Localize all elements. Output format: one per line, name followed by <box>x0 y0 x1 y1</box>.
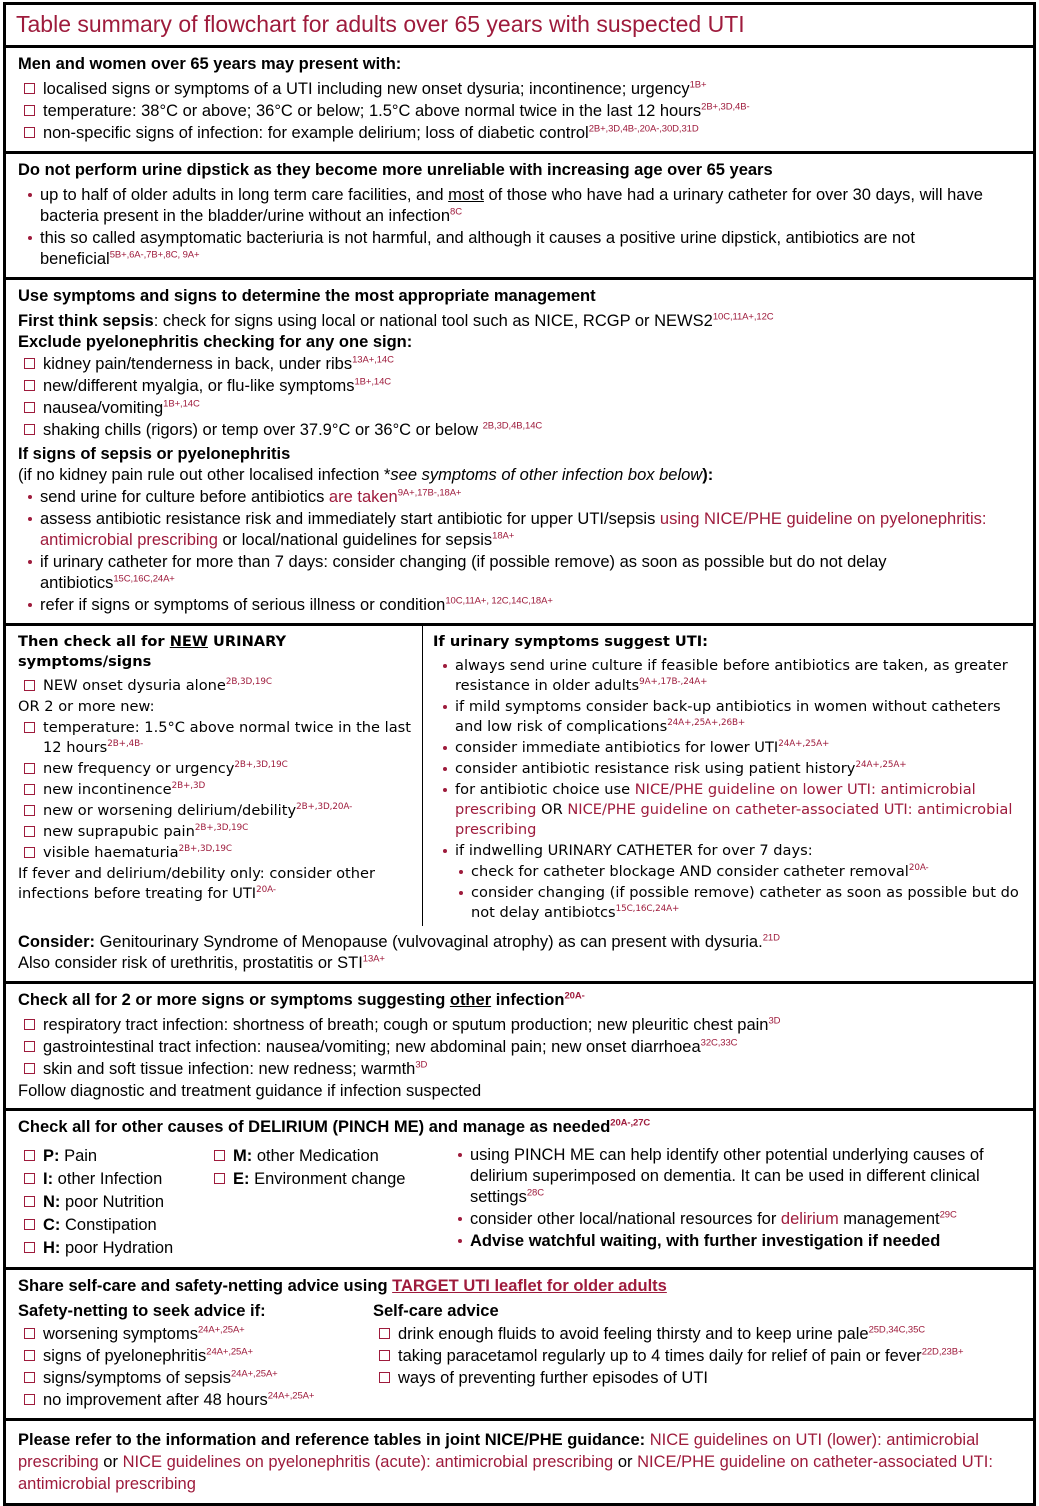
checkbox-row[interactable] <box>18 801 414 821</box>
checkbox-icon[interactable] <box>24 805 35 816</box>
italic-crossref: see symptoms of other infection box below <box>390 466 703 484</box>
reference-superscript: 2B,3D,19C <box>225 677 272 688</box>
checkbox-icon[interactable] <box>24 424 35 435</box>
bullet-icon <box>443 664 447 668</box>
checkbox-icon[interactable] <box>24 1394 35 1405</box>
bullet-icon <box>443 767 447 771</box>
checkbox-icon[interactable] <box>24 680 35 691</box>
checkbox-icon[interactable] <box>24 1328 35 1339</box>
bullet-text: send urine for culture before antibiotics are taken$^{9A+,17B-,18A+}$ <box>40 487 462 506</box>
reference-superscript: 24A+,25A+ <box>197 1324 245 1336</box>
consider-line-2: Also consider risk of urethritis, prostatitis or $STI^{13A+}$ <box>18 953 385 972</box>
checkbox-icon[interactable] <box>214 1173 225 1184</box>
reference-superscript: 8C <box>450 206 462 218</box>
checkbox-label: NEW onset dysuria alone$^{2B,3D,19C}$ <box>43 677 272 694</box>
bullet-text: always send urine culture if feasible before antibiotics are taken, as greater resistance in older adults$^{9A+,17B-,24A+}$ <box>455 657 1008 694</box>
flowchart-summary-table <box>3 2 1036 1506</box>
checkbox-label: N: poor Nutrition <box>43 1193 165 1211</box>
reference-superscript: 28C <box>526 1187 545 1199</box>
bullet-text: consider immediate antibiotics for lower $UTI^{24A+,25A+}$ <box>455 739 830 756</box>
bullet-text: if urinary catheter for more than 7 days: consider changing (if possible remove) as soon as possible but do not delay antibiotics$^{15C,16C,24A+}$ <box>40 553 887 592</box>
bullet-icon <box>28 495 32 499</box>
column-uti-management <box>423 626 1033 926</box>
checkbox-label: temperature: 1.5°C above normal twice in the last 12 hours$^{2B+,4B-}$ <box>43 719 411 756</box>
checkbox-icon[interactable] <box>24 1350 35 1361</box>
checkbox-label: ways of preventing further episodes of UTI <box>398 1369 708 1387</box>
checkbox-row[interactable] <box>208 1169 456 1190</box>
reference-superscript: 15C,16C,24A+ <box>113 573 175 585</box>
reference-superscript: 24A+,25A+ <box>778 739 830 750</box>
checkbox-label: new incontinence$^{2B+,3D}$ <box>43 781 206 798</box>
section-delirium-pinch-me <box>6 1111 1033 1270</box>
checkbox-icon[interactable] <box>24 127 35 138</box>
bullet-icon <box>459 891 463 895</box>
checkbox-label: H: poor Hydration <box>43 1239 174 1257</box>
section-self-care-advice <box>6 1270 1033 1421</box>
checkbox-row[interactable] <box>373 1368 1023 1389</box>
checkbox-row[interactable] <box>18 1238 208 1259</box>
checkbox-row[interactable] <box>18 1368 373 1389</box>
checkbox-label: temperature: 38°C or above; 36°C or below; 1.5°C above normal twice in the last 12 hours$^{2B+,3D,4B-}$ <box>43 101 750 120</box>
guideline-reference-link[interactable]: NICE guidelines on pyelonephritis (acute): antimicrobial prescribing <box>122 1453 614 1471</box>
guideline-reference-link[interactable]: NICE/PHE guideline on catheter-associated UTI: antimicrobial prescribing <box>18 1453 993 1493</box>
bullet-text: consider other local/national resources for delirium management$^{29C}$ <box>470 1209 957 1228</box>
target-uti-leaflet-link[interactable]: TARGET UTI leaflet for older adults <box>392 1277 667 1295</box>
checkbox-label: C: Constipation <box>43 1216 157 1234</box>
checkbox-icon[interactable] <box>24 358 35 369</box>
checkbox-row[interactable] <box>18 1059 1023 1080</box>
page-title: Table summary of flowchart for adults over 65 years with suspected UTI <box>16 11 745 37</box>
checkbox-icon[interactable] <box>379 1350 390 1361</box>
column-heading: Safety-netting to seek advice if: <box>18 1302 266 1320</box>
checkbox-label: taking paracetamol regularly up to 4 times daily for relief of pain or fever$^{22D,23B+}$ <box>398 1346 964 1365</box>
reference-superscript: 2B+,3D,19C <box>178 844 232 855</box>
section-heading: Do not perform urine dipstick as they become more unreliable with increasing age over 65 years <box>18 161 773 179</box>
safety-netting-column <box>18 1301 373 1412</box>
reference-superscript: 15C,16C,24A+ <box>615 904 680 915</box>
reference-superscript: 2B+,3D <box>171 781 206 792</box>
section-heading: Share self-care and safety-netting advice using TARGET UTI leaflet for older adults <box>18 1277 667 1295</box>
section-heading: Men and women over 65 years may present with: <box>18 55 402 73</box>
pinch-column-2 <box>208 1144 456 1192</box>
reference-superscript: 2B+,3D,20A- <box>296 802 353 813</box>
reference-superscript: 2B+,3D,19C <box>194 823 249 834</box>
reference-superscript: 25D,34C,35C <box>868 1324 926 1336</box>
checkbox-label: non-specific signs of infection: for example delirium; loss of diabetic control$^{2B+,3D,4B-,20A-,30D,31D}$ <box>43 123 699 142</box>
checkbox-icon[interactable] <box>24 826 35 837</box>
checkbox-icon[interactable] <box>24 105 35 116</box>
checkbox-row[interactable] <box>18 1015 1023 1036</box>
checkbox-label: signs of pyelonephritis$^{24A+,25A+}$ <box>43 1346 253 1365</box>
bullet-row <box>433 841 1025 861</box>
checkbox-icon[interactable] <box>24 83 35 94</box>
checkbox-row[interactable] <box>208 1146 456 1167</box>
section-heading: Use symptoms and signs to determine the most appropriate management <box>18 287 596 305</box>
checkbox-row[interactable] <box>18 843 414 863</box>
bullet-icon <box>458 1153 462 1157</box>
checkbox-icon[interactable] <box>24 1219 35 1230</box>
reference-superscript: 24A+,25A+ <box>206 1346 253 1358</box>
checkbox-label: shaking chills (rigors) or temp over 37.9°C or 36°C or below $^{2B,3D,4B,14C}$ <box>43 420 543 439</box>
signs-sepsis-subline: (if no kidney pain rule out other localised infection *see symptoms of other infection box below): <box>18 466 714 484</box>
sepsis-line: First think sepsis: check for signs using local or national tool such as NICE, RCGP or $NEWS2^{10C,11A+,12C}$ <box>18 311 774 330</box>
column-new-urinary-checklist <box>6 626 423 926</box>
reference-superscript: 29C <box>939 1209 957 1221</box>
bullet-row <box>433 738 1025 758</box>
bullet-icon <box>28 236 32 240</box>
checkbox-icon[interactable] <box>24 722 35 733</box>
section-management <box>6 280 1033 626</box>
reference-superscript: 2B+,3D,19C <box>234 760 288 771</box>
bullet-text: refer if signs or symptoms of serious illness or condition$^{10C,11A+, 12C,14C,18A+}$ <box>40 595 553 614</box>
section-heading: Check all for other causes of DELIRIUM (PINCH ME) and manage as needed$^{20A-,27C}$ <box>18 1117 651 1136</box>
checkbox-row[interactable] <box>18 1169 208 1190</box>
exclude-pyelonephritis-heading: Exclude pyelonephritis checking for any one sign: <box>18 333 413 351</box>
checkbox-label: drink enough fluids to avoid feeling thirsty and to keep urine pale$^{25D,34C,35C}$ <box>398 1324 926 1343</box>
checkbox-label: M: other Medication <box>233 1147 379 1165</box>
checkbox-label: P: Pain <box>43 1147 98 1165</box>
reference-superscript: 24A+,25A+ <box>230 1368 278 1380</box>
checkbox-row[interactable] <box>18 1037 1023 1058</box>
or-two-or-more-line: OR 2 or more new: <box>18 698 155 715</box>
checkbox-row[interactable] <box>18 1215 208 1236</box>
reference-superscript: 2B,3D,4B,14C <box>482 420 543 432</box>
bullet-row <box>18 228 1023 270</box>
bullet-icon <box>443 788 447 792</box>
reference-superscript: 9A+,17B-,24A+ <box>639 677 708 688</box>
checkbox-icon[interactable] <box>24 1196 35 1207</box>
checkbox-label: new frequency or urgency$^{2B+,3D,19C}$ <box>43 760 288 777</box>
page-title-bar <box>6 5 1033 48</box>
reference-superscript: 24A+,25A+ <box>267 1390 315 1402</box>
accent-text: delirium <box>780 1210 839 1228</box>
reference-superscript: 2B+,3D,4B-,20A-,30D,31D <box>588 123 699 135</box>
checkbox-row[interactable] <box>18 398 1023 419</box>
checkbox-label: new or worsening delirium/debility$^{2B+,3D,20A-}$ <box>43 802 353 819</box>
sub-bullet-row <box>433 862 1025 882</box>
reference-superscript: 2B+,4B- <box>107 739 144 750</box>
reference-superscript: 3D <box>768 1015 781 1027</box>
checkbox-row[interactable] <box>18 822 414 842</box>
bullet-icon <box>458 1239 462 1243</box>
bullet-row <box>433 780 1025 840</box>
consider-line-1: Consider: Genitourinary Syndrome of Menopause (vulvovaginal atrophy) as can present with dysuria.$^{21D}$ <box>18 932 780 951</box>
reference-superscript: 1B+,14C <box>354 376 392 388</box>
checkbox-label: no improvement after 48 hours$^{24A+,25A+}$ <box>43 1390 315 1409</box>
section-urine-dipstick <box>6 154 1033 280</box>
consider-block <box>6 926 1033 981</box>
checkbox-row[interactable] <box>18 780 414 800</box>
reference-superscript: 18A+ <box>492 530 515 542</box>
checkbox-row[interactable] <box>18 1346 373 1367</box>
bullet-text: up to half of older adults in long term care facilities, and most of those who have had a urinary catheter for over 30 days, will have bacteria present in the bladder/urine without an infection$^{8C}$ <box>40 186 983 225</box>
checkbox-icon[interactable] <box>24 847 35 858</box>
checkbox-icon[interactable] <box>24 1372 35 1383</box>
reference-superscript: 1B+,14C <box>163 398 200 410</box>
checkbox-label: visible haematuria$^{2B+,3D,19C}$ <box>43 844 232 861</box>
reference-superscript: 21D <box>762 932 780 944</box>
bullet-icon <box>443 746 447 750</box>
checkbox-row[interactable] <box>18 1390 373 1411</box>
section-present-with <box>6 48 1033 154</box>
reference-superscript: 24A+,25A+,26B+ <box>667 718 746 729</box>
follow-guidance-note: Follow diagnostic and treatment guidance if infection suspected <box>18 1082 482 1100</box>
reference-superscript: 2B+,3D,4B- <box>701 101 750 113</box>
checkbox-label: skin and soft tissue infection: new redness; warmth$^{3D}$ <box>43 1059 428 1078</box>
guideline-reference-link[interactable]: NICE/PHE guideline on catheter-associated UTI: antimicrobial prescribing <box>455 801 1013 838</box>
checkbox-row[interactable] <box>373 1324 1023 1345</box>
bullet-text: check for catheter blockage AND consider catheter removal$^{20A-}$ <box>471 863 929 880</box>
reference-superscript: 20A-,27C <box>610 1117 651 1129</box>
reference-superscript: 22D,23B+ <box>921 1346 964 1358</box>
checkbox-label: signs/symptoms of sepsis$^{24A+,25A+}$ <box>43 1368 278 1387</box>
pinch-column-3 <box>456 1144 1023 1253</box>
reference-superscript: 1B+ <box>689 79 707 91</box>
checkbox-icon[interactable] <box>379 1372 390 1383</box>
guideline-reference-link[interactable]: NICE guidelines on UTI (lower): antimicrobial prescribing <box>18 1431 979 1471</box>
bullet-text: consider antibiotic resistance risk using patient history$^{24A+,25A+}$ <box>455 760 907 777</box>
bullet-row <box>448 1145 1023 1208</box>
guideline-reference-link[interactable]: NICE/PHE guideline on lower UTI: antimicrobial prescribing <box>455 781 976 818</box>
sub-bullet-row <box>433 883 1025 923</box>
checkbox-icon[interactable] <box>24 1063 35 1074</box>
bullet-row <box>18 487 1023 508</box>
reference-superscript: 10C,11A+,12C <box>712 311 774 323</box>
checkbox-row[interactable] <box>18 1192 208 1213</box>
checkbox-icon[interactable] <box>24 402 35 413</box>
bullet-text: if mild symptoms consider back-up antibiotics in women without catheters and low risk of complications$^{24A+,25A+,26B+}$ <box>455 698 1001 735</box>
section-heading: Check all for 2 or more signs or symptoms suggesting other infection$^{20A-}$ <box>18 990 585 1009</box>
bullet-row <box>18 185 1023 227</box>
bullet-row <box>18 509 1023 551</box>
bullet-text: if indwelling URINARY CATHETER for over 7 days: <box>455 842 813 859</box>
reference-superscript: 20A- <box>908 863 929 874</box>
self-care-column <box>373 1301 1023 1390</box>
checkbox-icon[interactable] <box>24 1173 35 1184</box>
reference-superscript: 9A+,17B-,18A+ <box>397 487 462 499</box>
checkbox-icon[interactable] <box>24 1019 35 1030</box>
column-heading: Self-care advice <box>373 1302 499 1320</box>
checkbox-icon[interactable] <box>24 784 35 795</box>
reference-superscript: 32C,33C <box>700 1037 738 1049</box>
checkbox-row[interactable] <box>18 759 414 779</box>
bullet-icon <box>28 560 32 564</box>
bullet-text: this so called asymptomatic bacteriuria is not harmful, and although it causes a positive urine dipstick, antibiotics are not beneficial$^{5B+,6A-,7B+,8C, 9A+}$ <box>40 229 915 268</box>
checkbox-row[interactable] <box>373 1346 1023 1367</box>
bullet-text: for antibiotic choice use NICE/PHE guideline on lower UTI: antimicrobial prescribing OR NICE/PHE guideline on catheter-associated UTI: antimicrobial prescribing <box>455 781 1013 838</box>
two-column-layout <box>6 626 1033 926</box>
checkbox-row[interactable] <box>18 354 1023 375</box>
reference-superscript: 24A+,25A+ <box>855 760 907 771</box>
reference-superscript: 13A+,14C <box>352 354 394 366</box>
checkbox-label: E: Environment change <box>233 1170 406 1188</box>
signs-sepsis-heading: If signs of sepsis or pyelonephritis <box>18 445 291 463</box>
checkbox-row[interactable] <box>18 101 1023 122</box>
checkbox-label: nausea/vomiting$^{1B+,14C}$ <box>43 398 200 417</box>
bullet-row <box>448 1209 1023 1230</box>
reference-superscript: 5B+,6A-,7B+,8C, 9A+ <box>109 249 200 261</box>
fever-delirium-note: If fever and delirium/debility only: consider other infections before treating for $UTI^{20A-}$ <box>18 865 375 902</box>
emphasis-underline: most <box>448 186 484 204</box>
checkbox-icon[interactable] <box>24 1041 35 1052</box>
bullet-icon <box>459 870 463 874</box>
checkbox-icon[interactable] <box>214 1150 225 1161</box>
reference-superscript: 10C,11A+, 12C,14C,18A+ <box>445 595 553 607</box>
checkbox-icon[interactable] <box>24 1242 35 1253</box>
checkbox-label: new suprapubic pain$^{2B+,3D,19C}$ <box>43 823 249 840</box>
footer-text: Please refer to the information and reference tables in joint NICE/PHE guidance: NICE guidelines on UTI (lower): antimicrobial prescribing or NICE guidelines on pyelonephritis (acute): antimicrobial prescribing or NICE/PHE guideline on catheter-associated UTI: antimicrobial prescribing <box>18 1431 993 1493</box>
section-new-urinary-symptoms <box>6 626 1033 984</box>
bullet-icon <box>443 849 447 853</box>
guideline-reference-link[interactable]: using NICE/PHE guideline on pyelonephritis: antimicrobial prescribing <box>40 510 987 549</box>
checkbox-icon[interactable] <box>24 1150 35 1161</box>
checkbox-row[interactable] <box>18 123 1023 144</box>
bullet-row <box>433 656 1025 696</box>
bullet-row <box>448 1231 1023 1252</box>
accent-text: are taken <box>328 488 398 506</box>
bullet-icon <box>28 193 32 197</box>
reference-superscript: 3D <box>415 1059 428 1071</box>
checkbox-label: localised signs or symptoms of a UTI including new onset dysuria; incontinence; urgency$^{1B+}$ <box>43 79 707 98</box>
bullet-icon <box>458 1217 462 1221</box>
bullet-icon <box>28 517 32 521</box>
bullet-text: using PINCH ME can help identify other potential underlying causes of delirium superimposed on dementia. It can be used in different clinical settings$^{28C}$ <box>470 1146 984 1206</box>
checkbox-label: new/different myalgia, or flu-like symptoms$^{1B+,14C}$ <box>43 376 392 395</box>
checkbox-row[interactable] <box>18 376 1023 397</box>
column-heading: If urinary symptoms suggest UTI: <box>433 633 708 650</box>
bullet-row <box>18 595 1023 616</box>
pinch-column-1 <box>18 1144 208 1261</box>
bullet-icon <box>28 603 32 607</box>
reference-superscript: 13A+ <box>362 953 385 965</box>
checkbox-icon[interactable] <box>379 1328 390 1339</box>
bullet-row <box>18 552 1023 594</box>
pinch-me-columns <box>18 1144 1023 1261</box>
checkbox-label: kidney pain/tenderness in back, under ribs$^{13A+,14C}$ <box>43 354 394 373</box>
checkbox-row[interactable] <box>18 676 414 696</box>
checkbox-icon[interactable] <box>24 763 35 774</box>
bullet-row <box>433 697 1025 737</box>
bullet-text: assess antibiotic resistance risk and immediately start antibiotic for upper UTI/sepsis using NICE/PHE guideline on pyelonephritis: antimicrobial prescribing or local/national guidelines for sepsis$^{18A+}$ <box>40 510 987 549</box>
checkbox-label: I: other Infection <box>43 1170 163 1188</box>
bullet-icon <box>443 705 447 709</box>
advice-columns <box>18 1301 1023 1412</box>
column-heading: Then check all for NEW URINARY symptoms/signs <box>18 633 287 670</box>
reference-superscript: 20A- <box>256 885 276 896</box>
checkbox-label: respiratory tract infection: shortness of breath; cough or sputum production; new pleuritic chest pain$^{3D}$ <box>43 1015 781 1034</box>
checkbox-icon[interactable] <box>24 380 35 391</box>
checkbox-row[interactable] <box>18 718 414 758</box>
reference-superscript: 20A- <box>564 990 585 1002</box>
bullet-text: Advise watchful waiting, with further investigation if needed <box>470 1232 941 1250</box>
bullet-row <box>433 759 1025 779</box>
checkbox-row[interactable] <box>18 79 1023 100</box>
section-footer-references <box>6 1421 1033 1503</box>
checkbox-row[interactable] <box>18 1146 208 1167</box>
checkbox-label: gastrointestinal tract infection: nausea/vomiting; new abdominal pain; new onset diarrhoea$^{32C,33C}$ <box>43 1037 738 1056</box>
checkbox-row[interactable] <box>18 420 1023 441</box>
checkbox-row[interactable] <box>18 1324 373 1345</box>
bullet-text: consider changing (if possible remove) catheter as soon as possible but do not delay antibiotcs$^{15C,16C,24A+}$ <box>471 884 1019 921</box>
checkbox-label: worsening symptoms$^{24A+,25A+}$ <box>43 1324 245 1343</box>
section-other-infection <box>6 984 1033 1111</box>
